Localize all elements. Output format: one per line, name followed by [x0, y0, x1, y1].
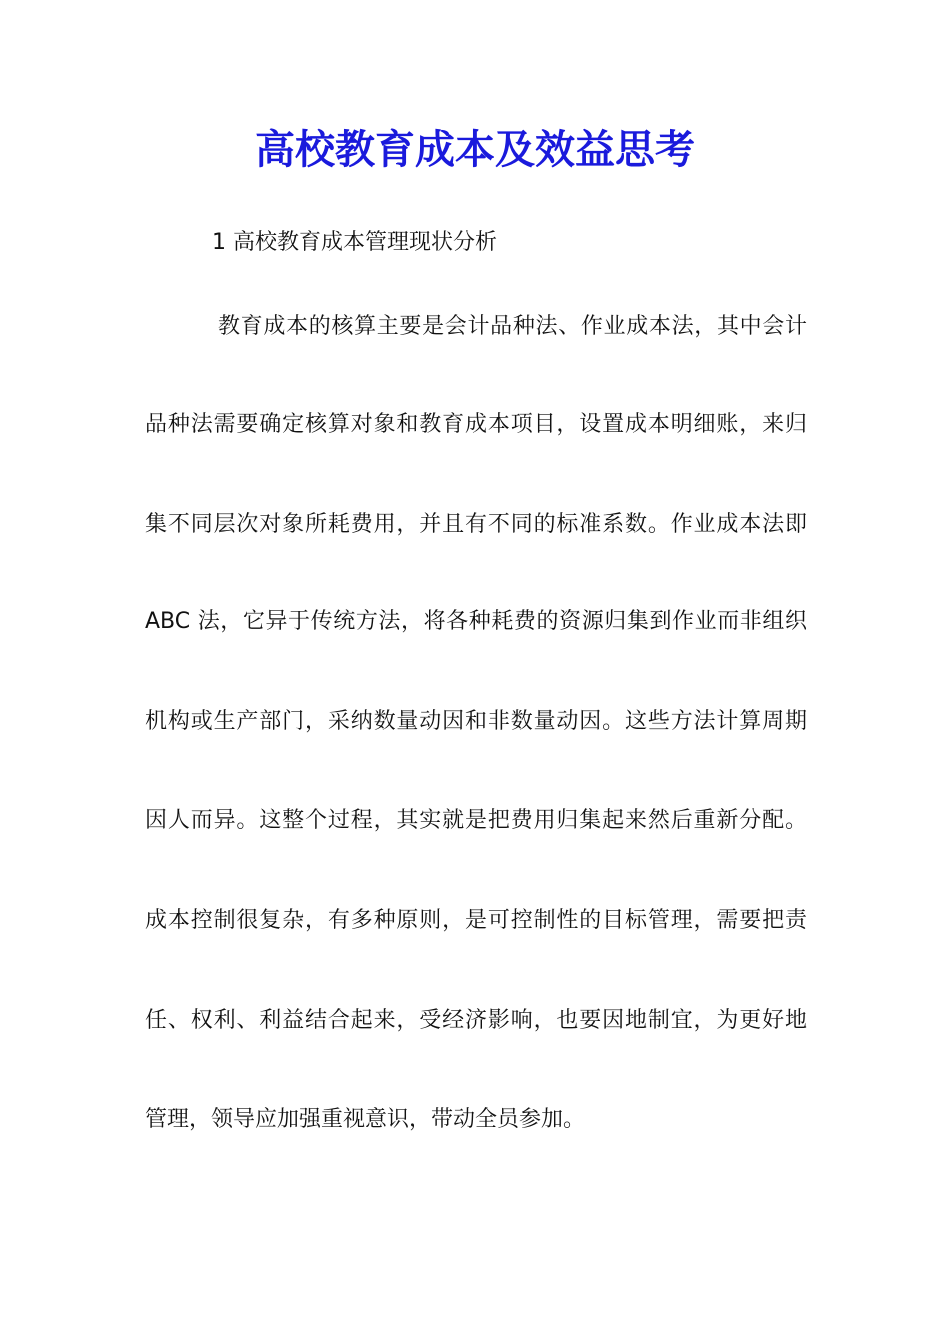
- paragraph-line: 因人而异。这整个过程，其实就是把费用归集起来然后重新分配。: [145, 808, 807, 833]
- section-heading: 1 高校教育成本管理现状分析: [212, 230, 497, 255]
- paragraph-line: 品种法需要确定核算对象和教育成本项目，设置成本明细账，来归: [145, 412, 807, 437]
- paragraph-line: 机构或生产部门，采纳数量动因和非数量动因。这些方法计算周期: [145, 709, 807, 734]
- paragraph-line: 管理，领导应加强重视意识，带动全员参加。: [145, 1107, 586, 1132]
- paragraph-line: ABC 法，它异于传统方法，将各种耗费的资源归集到作业而非组织: [145, 609, 807, 634]
- paragraph-line: 集不同层次对象所耗费用，并且有不同的标准系数。作业成本法即: [145, 512, 807, 537]
- paragraph-line: 教育成本的核算主要是会计品种法、作业成本法，其中会计: [218, 314, 807, 339]
- paragraph-line: 成本控制很复杂，有多种原则，是可控制性的目标管理，需要把责: [145, 908, 807, 933]
- paragraph-line: 任、权利、利益结合起来，受经济影响，也要因地制宜，为更好地: [145, 1008, 807, 1033]
- document-title: 高校教育成本及效益思考: [255, 126, 695, 173]
